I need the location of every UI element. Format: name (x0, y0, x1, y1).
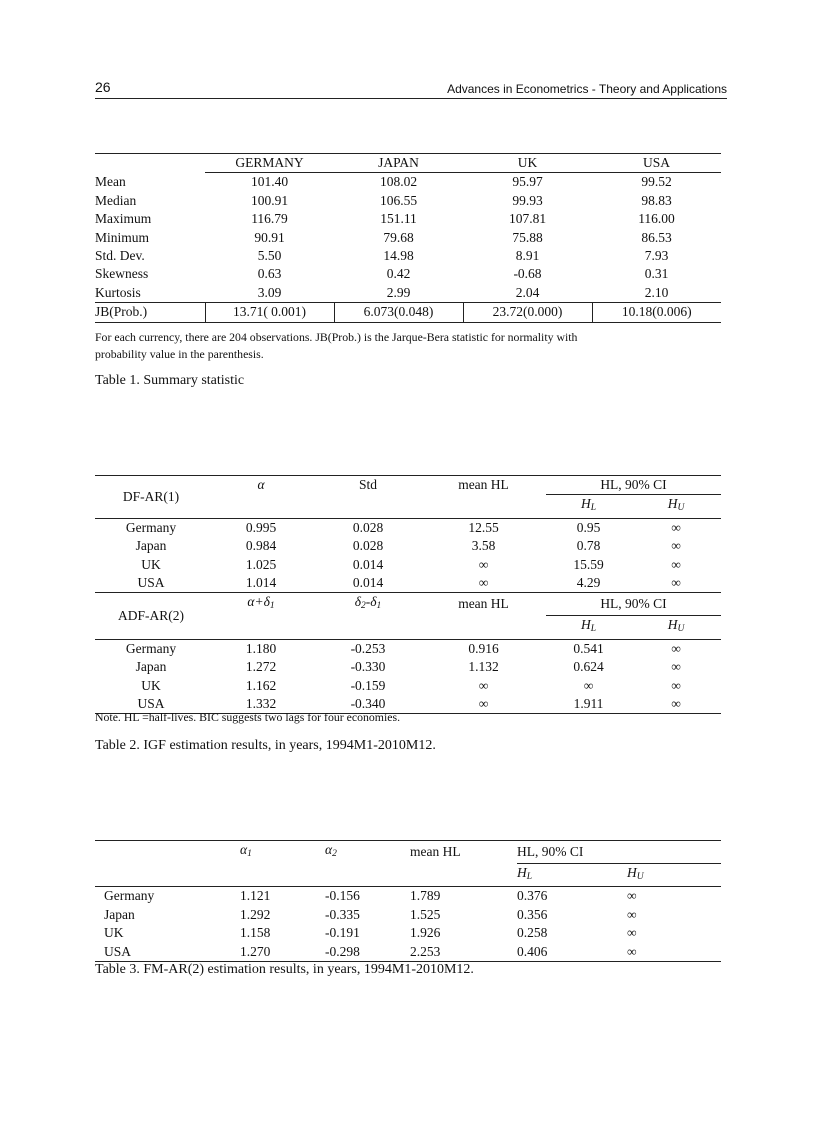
table2-adf-cell: ∞ (583, 677, 594, 693)
table2-df-row-label: USA (137, 575, 165, 591)
table3-cell: ∞ (627, 943, 637, 959)
table2-adf-cell: -0.159 (350, 677, 386, 693)
t3-col-mean: mean HL (410, 844, 461, 859)
df-col-hl: HL, 90% CI (546, 476, 721, 495)
table3-cell: 0.258 (517, 925, 548, 941)
table2-df-cell: 0.014 (352, 575, 384, 591)
table1-cell: 2.04 (515, 284, 540, 300)
table3-cell: 1.292 (240, 906, 271, 922)
table2-note: Note. HL =half-lives. BIC suggests two lags for four economies. (95, 710, 401, 724)
table1-cell: 2.10 (644, 284, 669, 300)
table1-row-label: Minimum (95, 229, 150, 245)
table2-df-cell: ∞ (478, 556, 489, 572)
table1-cell: 5.50 (257, 248, 282, 264)
table2-adf-cell: ∞ (671, 640, 681, 656)
t3-col-a1: $\alpha_1$ (240, 842, 252, 859)
t3-col-a2: $\alpha_2$ (325, 842, 337, 859)
table1-cell: 79.68 (383, 229, 414, 245)
table1-cell: 99.93 (512, 192, 543, 208)
table2-df-cell: ∞ (671, 556, 681, 572)
table1-cell: 98.83 (641, 192, 672, 208)
table1-row-label: Maximum (95, 211, 152, 227)
table1-cell: 106.55 (379, 192, 418, 208)
table2-adf-cell: 1.132 (468, 659, 499, 675)
adf-col-mean: mean HL (458, 596, 509, 612)
table1-cell: -0.68 (513, 266, 542, 282)
table2-df-cell: ∞ (671, 519, 681, 535)
df-col-hl-upper: $H_U$ (667, 496, 685, 514)
table2-df-header-row (95, 476, 721, 495)
table2-df-cell: ∞ (671, 538, 681, 554)
table2-df-cell: 0.78 (576, 538, 601, 554)
df-col-std: Std (358, 477, 377, 493)
table2-adf-cell: ∞ (671, 659, 681, 675)
table1-cell: 7.93 (644, 248, 669, 264)
table1-cell: 8.91 (515, 248, 540, 264)
table2-df-row-label: Germany (125, 519, 177, 535)
table2-adf-row-label: UK (141, 677, 161, 693)
df-col-hl-lower: $H_L$ (580, 496, 597, 514)
table2-adf-cell: 0.541 (573, 640, 604, 656)
table1-cell: 107.81 (508, 211, 547, 227)
table1-row-label: Median (95, 192, 137, 208)
table3-row-label: Japan (104, 906, 135, 922)
table1-row (95, 173, 721, 192)
table2-adf-cell: -0.340 (350, 695, 386, 711)
t3-col-hl-lower: $H_L$ (517, 864, 533, 882)
table3-cell: 1.926 (410, 925, 441, 941)
table2-adf-cell: ∞ (671, 677, 681, 693)
table3-cell: 2.253 (410, 943, 441, 959)
table1-cell: 3.09 (257, 284, 282, 300)
table2-df-cell: 3.58 (471, 538, 496, 554)
table2-adf-cell: ∞ (478, 695, 489, 711)
adf-col-hl-lower: $H_L$ (580, 617, 597, 635)
table2-caption: Table 2. IGF estimation results, in years, 1994M1-2010M12. (95, 738, 436, 753)
adf-label: ADF-AR(2) (95, 593, 207, 639)
table2-df-cell: 0.028 (352, 538, 384, 554)
table3-row-label: UK (104, 925, 124, 941)
table1-cell: 116.79 (251, 211, 288, 227)
table2-adf-row-label: Germany (125, 640, 177, 656)
table1-cell: 99.52 (641, 174, 672, 190)
table2-df-cell: 0.028 (352, 519, 384, 535)
table1-column-header: GERMANY (205, 154, 334, 173)
table3-row (95, 887, 721, 906)
table2-df-cell: 0.995 (245, 519, 277, 535)
table2-adf-cell: 0.624 (573, 659, 604, 675)
table2-df-cell: 1.025 (245, 556, 277, 572)
table1-cell: 151.11 (380, 211, 417, 227)
table1-cell: 10.18(0.006) (592, 303, 721, 322)
table2 (95, 475, 721, 714)
table2-adf-row (95, 677, 721, 695)
table2-df-cell: 4.29 (576, 575, 601, 591)
table1-row (95, 265, 721, 283)
table2-df-row-label: UK (141, 556, 161, 572)
table1-note: For each currency, there are 204 observations. JB(Prob.) is the Jarque-Bera statistic for normality with probability value in the parenthesis. (95, 330, 578, 361)
table1-column-header: JAPAN (334, 154, 463, 173)
table1-cell: 90.91 (254, 229, 285, 245)
table1-cell: 14.98 (383, 248, 414, 264)
table1-row-label: Skewness (95, 266, 149, 282)
running-title: Advances in Econometrics - Theory and Applications (447, 82, 727, 96)
table1-caption: Table 1. Summary statistic (95, 373, 245, 388)
table3-row-label: USA (104, 943, 132, 959)
adf-col-hl: HL, 90% CI (546, 593, 721, 616)
table1-cell: 108.02 (379, 174, 418, 190)
table3-cell: 1.525 (410, 906, 441, 922)
table1-header-row (95, 154, 721, 173)
table2-adf-header-row (95, 593, 721, 616)
table1 (95, 153, 721, 323)
adf-col-d: $\delta_2-\delta_1$ (354, 594, 382, 612)
table1-cell: 6.073(0.048) (334, 303, 463, 322)
table1-row (95, 192, 721, 210)
table2-adf-cell: -0.330 (350, 659, 386, 675)
table2-df-cell: 1.014 (245, 575, 277, 591)
table3-cell: 0.356 (517, 906, 548, 922)
table1-row (95, 229, 721, 247)
table2-df-row-label: Japan (135, 538, 167, 554)
table2-df-cell: 15.59 (573, 556, 604, 572)
table1-cell: 23.72(0.000) (463, 303, 592, 322)
table1-cell: 0.31 (644, 266, 669, 282)
table1-cell: 86.53 (641, 229, 672, 245)
table1-row (95, 284, 721, 303)
table2-df-row (95, 574, 721, 593)
table2-adf-cell: 1.272 (245, 659, 277, 675)
table1-row-label: JB(Prob.) (95, 304, 148, 320)
table2-adf-cell: 1.332 (245, 695, 277, 711)
table2-df-row (95, 518, 721, 537)
table3-cell: 1.158 (240, 925, 271, 941)
table2-df-row (95, 537, 721, 555)
table1-row-label: Kurtosis (95, 284, 141, 300)
table1-row-label: Std. Dev. (95, 248, 145, 264)
table2-df-cell: 0.984 (245, 538, 277, 554)
table2-df-cell: ∞ (478, 575, 489, 591)
table3-row (95, 943, 721, 962)
table3-cell: -0.156 (325, 888, 360, 904)
adf-col-a: $\alpha+\delta_1$ (247, 594, 275, 612)
t3-col-hl-upper: $H_U$ (627, 864, 644, 882)
table2-df-cell: 0.95 (576, 519, 601, 535)
table1-cell: 100.91 (250, 192, 289, 208)
table3-row (95, 906, 721, 924)
table3-cell: 0.376 (517, 888, 548, 904)
table2-adf-cell: 1.162 (245, 677, 277, 693)
table1-cell: 75.88 (512, 229, 543, 245)
table2-adf-row-label: Japan (135, 659, 167, 675)
table2-adf-cell: 1.911 (573, 695, 604, 711)
table1-row (95, 247, 721, 265)
table3-cell: 1.789 (410, 888, 441, 904)
t3-col-hl: HL, 90% CI (517, 841, 721, 864)
table3-row (95, 924, 721, 942)
table3-cell: 1.121 (240, 888, 271, 904)
table1-cell: 13.71( 0.001) (205, 303, 334, 322)
table3-subheader-row (95, 863, 721, 886)
table2-df-cell: 12.55 (468, 519, 499, 535)
table1-cell: 116.00 (638, 211, 675, 227)
page-number: 26 (95, 79, 111, 95)
table3-row-label: Germany (104, 888, 155, 904)
table2-adf-row-label: USA (137, 695, 165, 711)
table2-adf-row (95, 639, 721, 658)
table1-cell: 0.63 (257, 266, 282, 282)
table2-adf-cell: -0.253 (350, 640, 386, 656)
table3-cell: ∞ (627, 888, 637, 904)
table1-row (95, 303, 721, 322)
table1-cell: 0.42 (386, 266, 411, 282)
df-col-alpha: α (257, 477, 265, 493)
table3-caption: Table 3. FM-AR(2) estimation results, in years, 1994M1-2010M12. (95, 962, 474, 977)
table1-column-header: UK (463, 154, 592, 173)
table1-cell: 101.40 (250, 174, 289, 190)
table1-column-header (95, 154, 205, 173)
table3-cell: -0.191 (325, 925, 360, 941)
table1-cell: 2.99 (386, 284, 411, 300)
table2-df-cell: ∞ (671, 575, 681, 591)
running-header (95, 79, 727, 99)
adf-col-hl-upper: $H_U$ (667, 617, 685, 635)
table2-df-row (95, 556, 721, 574)
table3-cell: 1.270 (240, 943, 271, 959)
df-label: DF-AR(1) (95, 476, 207, 519)
table1-row (95, 210, 721, 228)
table2-adf-cell: 0.916 (468, 640, 499, 656)
table3-header-row (95, 841, 721, 864)
table3-cell: ∞ (627, 925, 637, 941)
table2-adf-cell: ∞ (671, 695, 681, 711)
table1-cell: 95.97 (512, 174, 543, 190)
table3-cell: -0.335 (325, 906, 360, 922)
table2-adf-row (95, 658, 721, 676)
table1-row-label: Mean (95, 174, 126, 190)
table3 (95, 840, 721, 962)
table3-cell: -0.298 (325, 943, 360, 959)
df-col-mean: mean HL (458, 477, 509, 493)
table1-column-header: USA (592, 154, 721, 173)
table2-df-cell: 0.014 (352, 556, 384, 572)
table2-adf-cell: ∞ (478, 677, 489, 693)
table3-cell: ∞ (627, 906, 637, 922)
table2-adf-cell: 1.180 (245, 640, 277, 656)
table3-cell: 0.406 (517, 943, 548, 959)
